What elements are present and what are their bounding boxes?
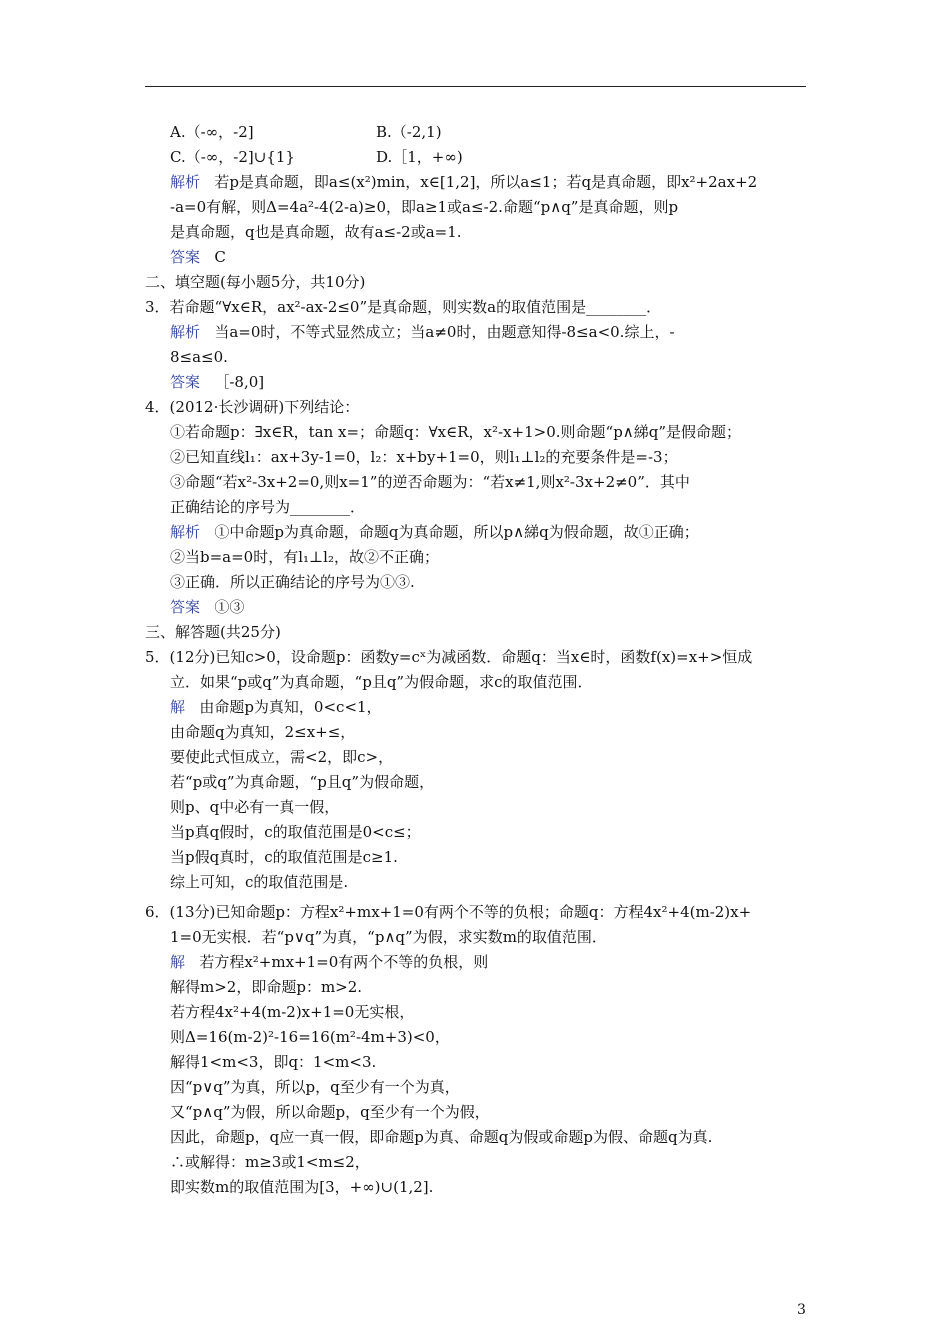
q2-jiexi-line2: -a=0有解，则Δ=4a²-4(2-a)≥0，即a≥1或a≤-2.命题“p∧q”是真命题，则p <box>170 198 679 216</box>
q6-solution-line2: 解得m>2，即命题p：m>2. <box>170 978 363 996</box>
answer-value: ［-8,0] <box>214 373 265 391</box>
header-rule <box>145 86 806 87</box>
q4-jiexi-line3: ③正确．所以正确结论的序号为①③. <box>170 573 415 591</box>
jie-label: 解 <box>170 698 186 716</box>
q3-jiexi-line2: 8≤a≤0. <box>170 348 228 366</box>
q6-solution-line8: 因此，命题p，q应一真一假，即命题p为真、命题q为假或命题p为假、命题q为真. <box>170 1128 713 1146</box>
q4-jiexi-line2: ②当b=a=0时，有l₁⊥l₂，故②不正确； <box>170 548 439 566</box>
jiexi-label: 解析 <box>170 173 201 191</box>
q6-solution-line5: 解得1<m<3，即q：1<m<3. <box>170 1053 377 1071</box>
q6-solution-line3: 若方程4x²+4(m-2)x+1=0无实根， <box>170 1003 415 1021</box>
q2-answer <box>170 247 226 267</box>
page-number: 3 <box>797 1302 806 1318</box>
q6-stem-line1: 6．(13分)已知命题p：方程x²+mx+1=0有两个不等的负根；命题q：方程4x²+4(m-2)x+ <box>145 903 752 921</box>
answer-value: C <box>214 248 226 266</box>
q4-item1: ①若命题p：∃x∈R，tan x=；命题q：∀x∈R，x²-x+1>0.则命题“p∧綈q”是假命题； <box>170 423 742 441</box>
q4-stem: 4．(2012·长沙调研)下列结论： <box>145 398 360 416</box>
q6-solution-line6: 因“p∨q”为真，所以p，q至少有一个为真， <box>170 1078 460 1096</box>
q5-solution-line8: 综上可知，c的取值范围是. <box>170 873 349 891</box>
q4-jiexi-line1 <box>170 522 699 542</box>
q6-solution-line9: ∴或解得：m≥3或1<m≤2， <box>170 1153 370 1171</box>
jiexi-text: 当a=0时，不等式显然成立；当a≠0时，由题意知得-8≤a<0.综上，- <box>214 323 675 341</box>
solution-text: 由命题p为真知，0<c<1， <box>199 698 382 716</box>
answer-value: ①③ <box>214 598 245 616</box>
q5-solution-line2: 由命题q为真知，2≤x+≤， <box>170 723 356 741</box>
q6-solution-line7: 又“p∧q”为假，所以命题p，q至少有一个为假， <box>170 1103 490 1121</box>
option-c: C.（-∞，-2]∪{1} <box>170 148 295 166</box>
section-fill-in: 二、填空题(每小题5分，共10分) <box>145 273 366 291</box>
q4-item2: ②已知直线l₁：ax+3y-1=0，l₂：x+by+1=0，则l₁⊥l₂的充要条件是=-3； <box>170 448 678 466</box>
q4-item3-line1: ③命题“若x²-3x+2=0,则x=1”的逆否命题为：“若x≠1,则x²-3x+2≠0”．其中 <box>170 473 690 491</box>
q5-solution-line3: 要使此式恒成立，需<2，即c>， <box>170 748 394 766</box>
solution-text: 若方程x²+mx+1=0有两个不等的负根，则 <box>199 953 489 971</box>
section-solve: 三、解答题(共25分) <box>145 623 281 641</box>
q5-solution-line5: 则p、q中必有一真一假， <box>170 798 340 816</box>
q5-solution-line6: 当p真q假时，c的取值范围是0<c≤； <box>170 823 421 841</box>
q4-item3-line2: 正确结论的序号为________． <box>170 498 366 516</box>
q5-solution-line1 <box>170 697 382 717</box>
q6-solution-line10: 即实数m的取值范围为[3，+∞)∪(1,2]. <box>170 1178 434 1196</box>
q5-stem-line1: 5．(12分)已知c>0，设命题p：函数y=cˣ为减函数．命题q：当x∈时，函数f(x)=x+>恒成 <box>145 648 753 666</box>
answer-label: 答案 <box>170 373 201 391</box>
q6-solution-line1 <box>170 952 488 972</box>
option-b: B.（-2,1) <box>376 123 442 141</box>
q3-stem: 3．若命题“∀x∈R，ax²-ax-2≤0”是真命题，则实数a的取值范围是________． <box>145 298 662 316</box>
q2-jiexi-line3: 是真命题，q也是真命题，故有a≤-2或a=1. <box>170 223 462 241</box>
jiexi-label: 解析 <box>170 523 201 541</box>
q6-solution-line4: 则Δ=16(m-2)²-16=16(m²-4m+3)<0， <box>170 1028 450 1046</box>
q5-solution-line4: 若“p或q”为真命题，“p且q”为假命题， <box>170 773 435 791</box>
jie-label: 解 <box>170 953 186 971</box>
answer-label: 答案 <box>170 248 201 266</box>
answer-label: 答案 <box>170 598 201 616</box>
q3-answer <box>170 372 264 392</box>
jiexi-label: 解析 <box>170 323 201 341</box>
q5-stem-line2: 立．如果“p或q”为真命题，“p且q”为假命题，求c的取值范围． <box>170 673 593 691</box>
jiexi-text: 若p是真命题，即a≤(x²)min，x∈[1,2]，所以a≤1；若q是真命题，即x²+2ax+2 <box>214 173 758 191</box>
option-a: A.（-∞，-2] <box>170 123 254 141</box>
option-d: D.［1，+∞) <box>376 148 463 166</box>
q3-jiexi-line1 <box>170 322 675 342</box>
q5-solution-line7: 当p假q真时，c的取值范围是c≥1. <box>170 848 398 866</box>
q6-stem-line2: 1=0无实根．若“p∨q”为真，“p∧q”为假，求实数m的取值范围． <box>170 928 607 946</box>
q2-jiexi-line1 <box>170 172 757 192</box>
q4-answer <box>170 597 244 617</box>
jiexi-text: ①中命题p为真命题，命题q为真命题，所以p∧綈q为假命题，故①正确； <box>214 523 699 541</box>
